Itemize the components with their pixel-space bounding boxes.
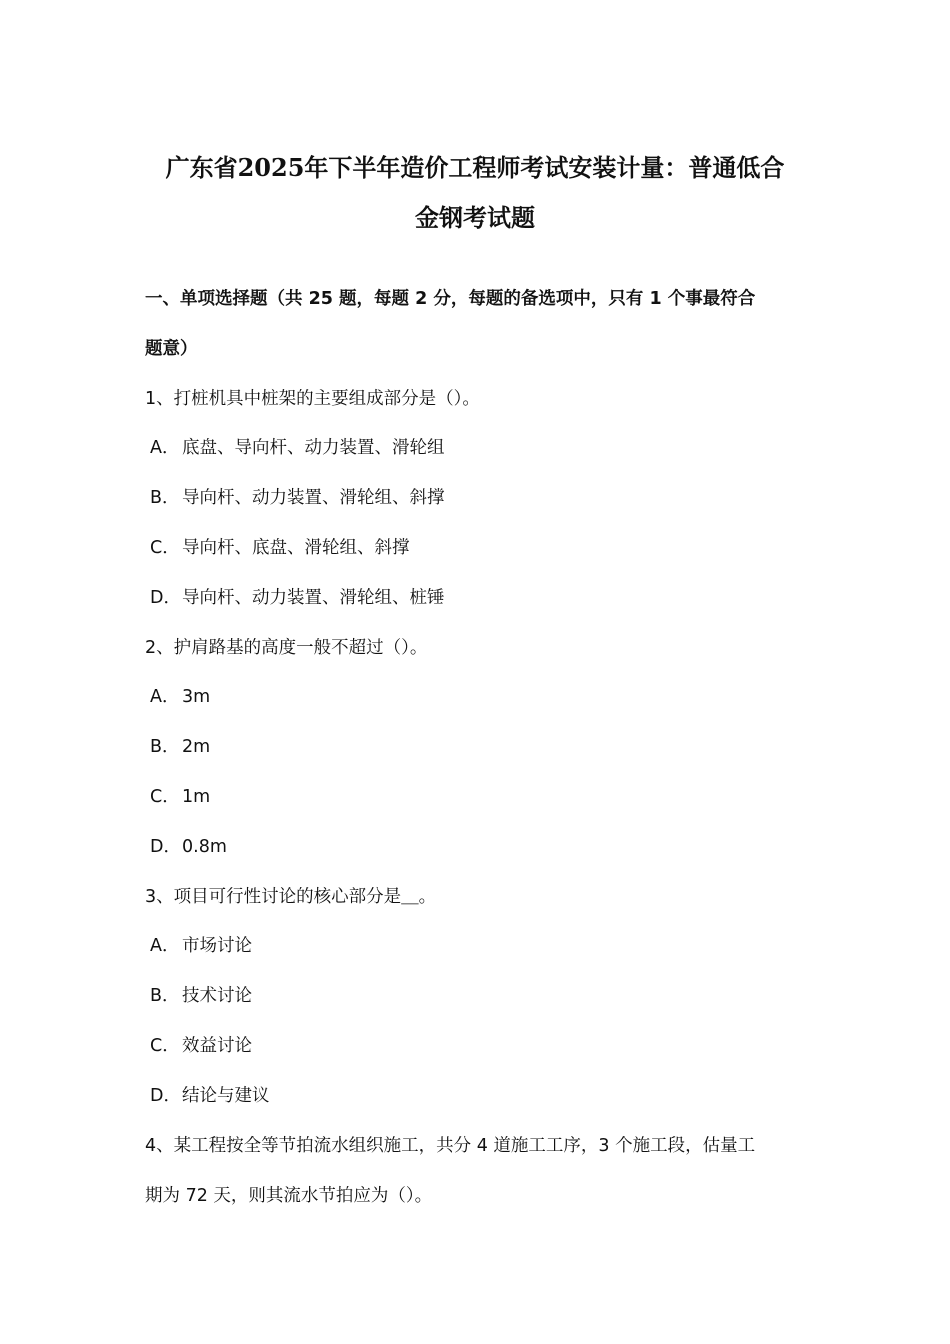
question-1-option-d — [150, 586, 445, 610]
option-letter: D． — [150, 837, 181, 857]
question-3-option-a — [150, 934, 252, 958]
option-letter: A． — [150, 438, 180, 458]
option-text: 1m — [182, 787, 211, 807]
option-text: 市场讨论 — [182, 936, 252, 956]
question-2-option-c — [150, 785, 210, 809]
option-text: 导向杆、动力装置、滑轮组、桩锤 — [182, 588, 445, 608]
question-3-option-b — [150, 984, 252, 1008]
option-text: 0.8m — [182, 837, 227, 857]
question-2-text: 2、护肩路基的高度一般不超过（）。 — [145, 638, 428, 658]
option-letter: C． — [150, 1036, 180, 1056]
question-4-text-line-2: 期为 72 天，则其流水节拍应为（）。 — [145, 1186, 433, 1206]
option-text: 底盘、导向杆、动力装置、滑轮组 — [182, 438, 445, 458]
question-3-text: 3、项目可行性讨论的核心部分是＿。 — [145, 887, 437, 907]
option-letter: C． — [150, 787, 180, 807]
option-text: 导向杆、动力装置、滑轮组、斜撑 — [182, 488, 445, 508]
question-1-text: 1、打桩机具中桩架的主要组成部分是（）。 — [145, 389, 480, 409]
question-1-option-c — [150, 536, 410, 560]
option-text: 2m — [182, 737, 211, 757]
option-letter: B． — [150, 488, 180, 508]
option-letter: A． — [150, 936, 180, 956]
option-text: 结论与建议 — [182, 1086, 270, 1106]
question-2-option-d — [150, 835, 227, 859]
question-1-option-b — [150, 486, 445, 510]
option-letter: B． — [150, 737, 180, 757]
option-text: 技术讨论 — [182, 986, 252, 1006]
option-letter: B． — [150, 986, 180, 1006]
question-3-option-d — [150, 1084, 270, 1108]
option-letter: A． — [150, 687, 180, 707]
section-heading-line-2: 题意） — [145, 339, 198, 359]
option-letter: D． — [150, 1086, 181, 1106]
option-letter: D． — [150, 588, 181, 608]
section-heading-line-1: 一、单项选择题（共 25 题，每题 2 分，每题的备选项中，只有 1 个事最符合 — [145, 289, 756, 309]
option-text: 效益讨论 — [182, 1036, 252, 1056]
question-2-option-a — [150, 685, 210, 709]
option-text: 导向杆、底盘、滑轮组、斜撑 — [182, 538, 410, 558]
document-title-line-2: 金钢考试题 — [415, 203, 535, 232]
question-3-option-c — [150, 1034, 252, 1058]
question-4-text-line-1: 4、某工程按全等节拍流水组织施工，共分 4 道施工工序，3 个施工段，估量工 — [145, 1136, 756, 1156]
question-1-option-a — [150, 436, 445, 460]
option-letter: C． — [150, 538, 180, 558]
document-title-line-1: 广东省2025年下半年造价工程师考试安装计量：普通低合 — [165, 153, 785, 182]
question-2-option-b — [150, 735, 210, 759]
option-text: 3m — [182, 687, 211, 707]
